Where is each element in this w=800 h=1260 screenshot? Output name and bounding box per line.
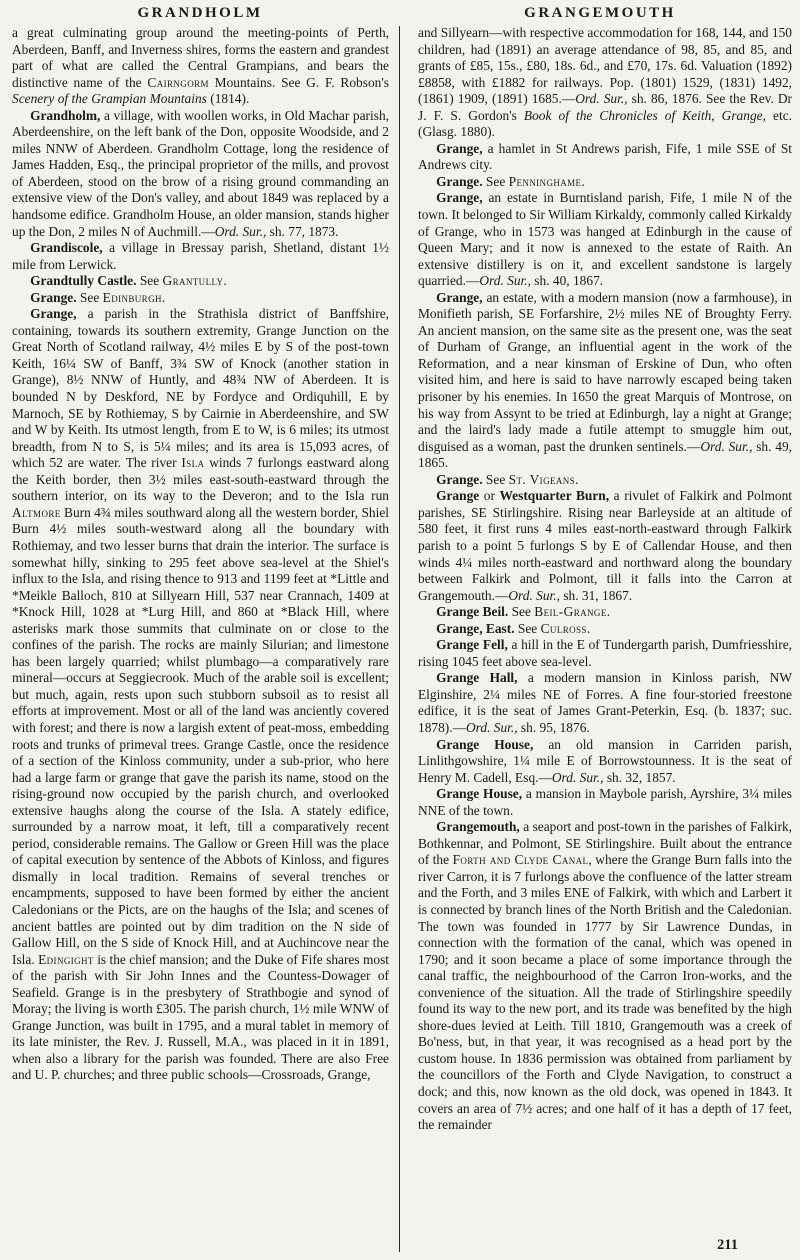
entry-paragraph: Grange, a parish in the Strathisla district of Banffshire, containing, towards its southern extremity, Grange Junction on the Great North of Scotland railway, 4½ miles E by S of the post-town Keith, 16¼ SW of Banff, 3¾ SW of Knock (another station in Grange), 8½ NNW of Huntly, and 48¾ NW of Aberdeen. It is bounded N by Deskford, NE by Fordyce and Ordiquhill, E by Marnoch, SE by Rothiemay, S by Cairnie in Aberdeenshire, and SW and W by Keith. Its utmost length, from E to W, is 6 miles; its utmost breadth, from N to S, is 5¼ miles; and its area is 15,093 acres, of which 52 are water. The river Isla winds 7 furlongs eastward along the Keith border, then 3½ miles east-south-eastward through the southern interior, on its way to the Deveron; and to the Isla run Altmore Burn 4¾ miles southward along all the western border, Shiel Burn 4½ miles south-westward along all the boundary with Rothiemay, and two lesser burns that drain the interior. The surface is somewhat hilly, sinking to 295 feet above sea-level at the Shiel's influx to the Isla, and rising thence to 913 and 1199 feet at *Little and *Meikle Balloch, 810 at Sillyearn Hill, 537 near Crannach, 1409 at *Knock Hill, 1028 at *Lurg Hill, and 860 at *Black Hill, where asterisks mark those summits that culminate on or close to the confines of the parish. The rocks are mainly Silurian; and limestone has been largely quarried; whilst plumbago—a comparatively rare mineral—occurs at Seggiecrook. Much of the arable soil is excellent; but much, again, rests upon such stubborn subsoil as to resist all efforts at improvement. Most or all of the land was anciently covered with forest; and there is now a largish extent of peat-moss, embedding roots and trunks of primeval trees. Grange Castle, once the residence of a section of the Kinloss community, under a sub-prior, who here had a large farm or grange that gave the parish its name, stood on the rising-ground now occupied by the parish church, and overlooked extensive haughs along the course of the Isla. A stately edifice, surrounded by a narrow moat, it left, till a comparatively recent period, considerable remains. The Gallow or Green Hill was the place of capital execution by sentence of the Abbots of Kinloss, and figures dismally in local tradition. Remains of several trenches or encampments, supposed to have been formed by either the ancient Caledonians or the Picts, are on the haughs of the Isla; and scenes of ancient battles are pointed out by dim tradition on the N side of Gallow Hill, on the S side of Knock Hill, and at Auchincove near the Isla. Edingight is the chief mansion; and the Duke of Fife shares most of the parish with Sir John Innes and the Countess-Dowager of Seafield. Grange is in the presbytery of Strathbogie and synod of Moray; the living is worth £305. The parish church, 1½ mile WNW of Grange Junction, was built in 1795, and a mural tablet in memory of its late minister, the Rev. J. Russell, M.A., was placed in it in 1891, when also a library for the parish was founded. There are also Free and U. P. churches; and three public schools—Crossroads, Grange, [12, 306, 390, 1083]
running-heads [0, 0, 800, 22]
entry-paragraph: Grange Fell, a hill in the E of Tundergarth parish, Dumfriesshire, rising 1045 feet above sea-level. [418, 637, 792, 669]
entry-paragraph: Grange, an estate in Burntisland parish, Fife, 1 mile N of the town. It belonged to Sir William Kirkaldy, commonly called Kirkaldy of Grange, who in 1573 was hanged at Edinburgh in the cause of Queen Mary; and it now is annexed to the estate of Raith. An extensive distillery is on it, and excellent sandstone is largely quarried.—Ord. Sur., sh. 40, 1867. [418, 190, 792, 289]
entry-paragraph: Grange House, a mansion in Maybole parish, Ayrshire, 3¼ miles NNE of the town. [418, 786, 792, 818]
entry-paragraph: Grandiscole, a village in Bressay parish, Shetland, distant 1½ mile from Lerwick. [12, 240, 389, 272]
entry-paragraph: Grange. See St. Vigeans. [436, 471, 579, 487]
entry-paragraph: Grange. See Penninghame. [436, 173, 585, 189]
entry-paragraph: Grange. See Edinburgh. [30, 289, 166, 305]
entry-paragraph: Grandholm, a village, with woollen works, in Old Machar parish, Aberdeenshire, on the left bank of the Don, opposite Woodside, and 2 miles NNW of Aberdeen. Grandholm Cottage, long the residence of James Hadden, Esq., the principal proprietor of the mills, and provost of Aberdeen, stood on the brow of a rising ground commanding an extensive view of the Don's valley, and about 1849 was replaced by a handsome edifice. Grandholm House, an older mansion, stands higher up the Don, 2 miles N of Auchmill.—Ord. Sur., sh. 77, 1873. [12, 107, 389, 239]
entry-paragraph: Grandtully Castle. See Grantully. [30, 273, 227, 289]
page-number: 211 [717, 1237, 738, 1253]
entry-paragraph: Grange, East. See Culross. [436, 620, 591, 636]
left-column [12, 25, 398, 1233]
entry-paragraph: a great culminating group around the meeting-points of Perth, Aberdeen, Banff, and Inverness shires, forms the eastern and grandest part of what are called the Central Grampians, and bears the distinctive name of the Cairngorm Mountains. See G. F. Robson's Scenery of the Grampian Mountains (1814). [12, 25, 389, 107]
text-columns [0, 22, 800, 1233]
entry-paragraph: Grange Beil. See Beil-Grange. [436, 604, 611, 620]
entry-paragraph: Grange Hall, a modern mansion in Kinloss parish, NW Elginshire, 2¼ miles NE of Forres. A fine four-storied freestone edifice, it is the seat of James Grant-Peterkin, Esq. (b. 1837; suc. 1878).—Ord. Sur., sh. 95, 1876. [418, 670, 792, 735]
entry-paragraph: Grange House, an old mansion in Carriden parish, Linlithgowshire, 1¼ mile E of Borrowstounness. It is the seat of Henry M. Cadell, Esq.—Ord. Sur., sh. 32, 1857. [418, 736, 792, 785]
entry-paragraph: Grange or Westquarter Burn, a rivulet of Falkirk and Polmont parishes, SE Stirlingshire. Rising near Barleyside at an altitude of 580 feet, it first runs 4 miles east-north-eastward through Falkirk parish to a point 5 furlongs S by E of Callendar House, and then winds 4¼ miles north-eastward and northward along the boundary between Falkirk and Polmont, till it falls into the Carron at Grangemouth.—Ord. Sur., sh. 31, 1867. [418, 488, 792, 603]
column-divider [399, 26, 400, 1252]
running-head-right: GRANGEMOUTH [524, 5, 676, 21]
right-column [409, 25, 792, 1233]
entry-paragraph: Grange, a hamlet in St Andrews parish, Fife, 1 mile SSE of St Andrews city. [418, 140, 792, 173]
running-head-left: GRANDHOLM [137, 5, 263, 21]
entry-paragraph: Grangemouth, a seaport and post-town in the parishes of Falkirk, Bothkennar, and Polmont, SE Stirlingshire. Built about the entrance of the Forth and Clyde Canal, where the Grange Burn falls into the river Carron, it is 7 furlongs above the confluence of the latter stream and the Forth, and 3 miles ENE of Falkirk, with which and Larbert it is connected by branch lines of the North British and the Caledonian. The town was founded in 1777 by Sir Lawrence Dundas, in connection with the formation of the canal, which was opened in 1790; and it soon became a place of some importance through the canal traffic, the neighbourhood of the Carron Iron-works, and the convenience of the situation. All the trade of Stirlingshire speedily found its way to the new port, and its trade was benefited by the high shore-dues levied at Leith. Till 1810, Grangemouth was a creek of Bo'ness, but, in that year, it was recognised as a head port by the custom house. In 1836 permission was obtained from parliament by the councillors of the Forth and Clyde Navigation, to construct a dock; and this, now known as the old dock, was opened in 1843. It covers an area of 7½ acres; and one half of it has a depth of 17 feet, the remainder [418, 819, 792, 1133]
entry-paragraph: and Sillyearn—with respective accommodation for 168, 144, and 150 children, had (1891) an average attendance of 98, 85, and 85, and grants of £85, 15s., £80, 18s. 6d., and £70, 17s. 6d. Valuation (1892) £8858, with £1882 for railways. Pop. (1801) 1529, (1831) 1492, (1861) 1909, (1891) 1685.—Ord. Sur., sh. 86, 1876. See the Rev. Dr J. F. S. Gordon's Book of the Chronicles of Keith, Grange, etc. (Glasg. 1880). [418, 25, 792, 140]
entry-paragraph: Grange, an estate, with a modern mansion (now a farmhouse), in Monifieth parish, SE Forfarshire, 2½ miles NE of Broughty Ferry. An ancient mansion, on the same site as the present one, was the seat of Durham of Grange, an influential agent in the work of the Reformation, and a near kinsman of Erskine of Dun, who often visited him, and here is said to have narrowly escaped being taken prisoner by his enemies. In 1650 the great Marquis of Montrose, on his way from Assynt to be tried at Edinburgh, lay a night at Grange; and the laird's lady made a futile attempt to smuggle him out, disguised as a woman, past the drunken sentinels.—Ord. Sur., sh. 49, 1865. [418, 289, 792, 471]
